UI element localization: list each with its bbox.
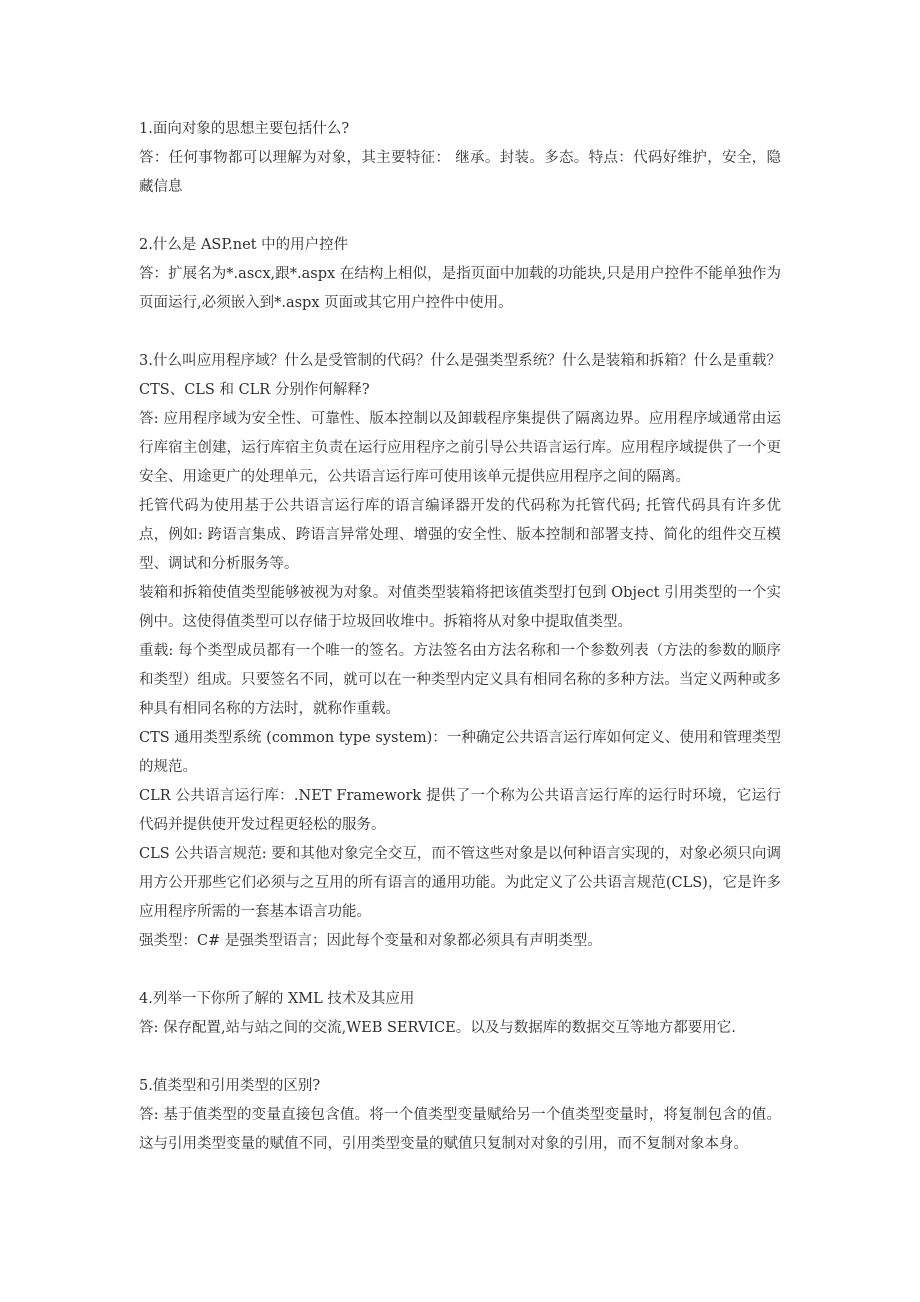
qa-section-2 [139,231,781,318]
question-3: 3.什么叫应用程序域？什么是受管制的代码？什么是强类型系统？什么是装箱和拆箱？什么是重载？CTS、CLS 和 CLR 分别作何解释? [139,353,781,398]
question-4: 4.列举一下你所了解的 XML 技术及其应用 [139,991,415,1007]
qa-section-1 [139,115,781,202]
question-5: 5.值类型和引用类型的区别? [139,1078,321,1094]
document-page [139,115,781,1188]
answer-3-strong-type: 强类型：C# 是强类型语言；因此每个变量和对象都必须具有声明类型。 [139,933,602,949]
qa-section-5 [139,1072,781,1159]
question-1: 1.面向对象的思想主要包括什么? [139,121,350,137]
answer-5-paragraph-1: 答: 基于值类型的变量直接包含值。将一个值类型变量赋给另一个值类型变量时，将复制包含的值。这与引用类型变量的赋值不同，引用类型变量的赋值只复制对对象的引用，而不复制对象本身。 [139,1107,781,1152]
question-2: 2.什么是 ASP.net 中的用户控件 [139,237,349,253]
answer-3-cls: CLS 公共语言规范: 要和其他对象完全交互，而不管这些对象是以何种语言实现的，对象必须只向调用方公开那些它们必须与之互用的所有语言的通用功能。为此定义了公共语言规范(CLS)，它是许多应用程序所需的一套基本语言功能。 [139,846,781,920]
answer-3-cts: CTS 通用类型系统 (common type system)：一种确定公共语言运行库如何定义、使用和管理类型的规范。 [139,730,781,775]
answer-3-app-domain: 答: 应用程序域为安全性、可靠性、版本控制以及卸载程序集提供了隔离边界。应用程序域通常由运行库宿主创建，运行库宿主负责在运行应用程序之前引导公共语言运行库。应用程序域提供了一个更安全、用途更广的处理单元，公共语言运行库可使用该单元提供应用程序之间的隔离。 [139,411,781,485]
answer-4-paragraph-1: 答: 保存配置,站与站之间的交流,WEB SERVICE。以及与数据库的数据交互等地方都要用它. [139,1020,736,1036]
qa-section-4 [139,985,781,1043]
answer-3-overload: 重载: 每个类型成员都有一个唯一的签名。方法签名由方法名称和一个参数列表（方法的参数的顺序和类型）组成。只要签名不同，就可以在一种类型内定义具有相同名称的多种方法。当定义两种或多种具有相同名称的方法时，就称作重载。 [139,643,781,717]
answer-3-clr: CLR 公共语言运行库：.NET Framework 提供了一个称为公共语言运行库的运行时环境，它运行代码并提供使开发过程更轻松的服务。 [139,788,781,833]
answer-1-paragraph-1: 答：任何事物都可以理解为对象，其主要特征： 继承。封装。多态。特点：代码好维护，安全，隐藏信息 [139,150,781,195]
answer-3-boxing: 装箱和拆箱使值类型能够被视为对象。对值类型装箱将把该值类型打包到 Object 引用类型的一个实例中。这使得值类型可以存储于垃圾回收堆中。拆箱将从对象中提取值类型。 [139,585,781,630]
answer-2-paragraph-1: 答：扩展名为*.ascx,跟*.aspx 在结构上相似，是指页面中加载的功能块,只是用户控件不能单独作为页面运行,必须嵌入到*.aspx 页面或其它用户控件中使用。 [139,266,781,311]
qa-section-3 [139,347,781,956]
answer-3-managed-code: 托管代码为使用基于公共语言运行库的语言编译器开发的代码称为托管代码; 托管代码具有许多优点，例如: 跨语言集成、跨语言异常处理、增强的安全性、版本控制和部署支持、简化的组件交互模型、调试和分析服务等。 [139,498,781,572]
